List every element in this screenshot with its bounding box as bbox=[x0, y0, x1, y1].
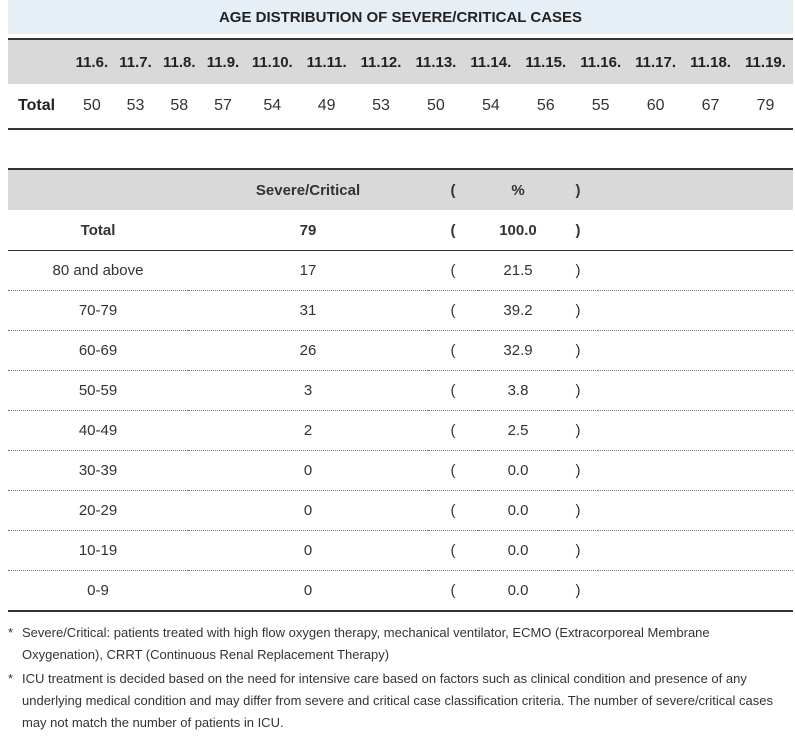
close-paren: ) bbox=[558, 251, 598, 291]
age-percent: 39.2 bbox=[478, 291, 558, 331]
close-paren: ) bbox=[558, 451, 598, 491]
age-count: 2 bbox=[188, 411, 428, 451]
date-header-row bbox=[8, 39, 793, 84]
open-paren: ( bbox=[428, 411, 478, 451]
close-paren: ) bbox=[558, 491, 598, 531]
close-paren: ) bbox=[558, 291, 598, 331]
date-header: 11.6. bbox=[70, 39, 114, 84]
date-header: 11.19. bbox=[738, 39, 793, 84]
footnote bbox=[8, 668, 793, 734]
total-count: 79 bbox=[188, 210, 428, 251]
age-group: 10-19 bbox=[8, 531, 188, 571]
age-row bbox=[8, 531, 793, 571]
age-count: 0 bbox=[188, 451, 428, 491]
age-group: 30-39 bbox=[8, 451, 188, 491]
close-paren: ) bbox=[558, 531, 598, 571]
age-row bbox=[8, 491, 793, 531]
total-percent: 100.0 bbox=[478, 210, 558, 251]
corner-cell bbox=[8, 39, 70, 84]
age-distribution-table bbox=[8, 168, 793, 612]
daily-value: 55 bbox=[591, 97, 610, 114]
close-paren-header: ) bbox=[558, 169, 598, 210]
age-group: 40-49 bbox=[8, 411, 188, 451]
open-paren-header: ( bbox=[428, 169, 478, 210]
daily-value: 57 bbox=[214, 97, 232, 114]
open-paren: ( bbox=[428, 371, 478, 411]
daily-value: 79 bbox=[756, 97, 775, 114]
open-paren: ( bbox=[428, 491, 478, 531]
age-total-row bbox=[8, 210, 793, 251]
daily-value: 60 bbox=[646, 97, 665, 114]
age-group: 80 and above bbox=[8, 251, 188, 291]
date-header: 11.16. bbox=[573, 39, 628, 84]
daily-value: 54 bbox=[481, 97, 500, 114]
percent-header: % bbox=[478, 169, 558, 210]
footnote-marker: * bbox=[8, 671, 14, 686]
date-header: 11.13. bbox=[408, 39, 463, 84]
open-paren: ( bbox=[428, 251, 478, 291]
age-group: 50-59 bbox=[8, 371, 188, 411]
daily-value: 50 bbox=[427, 97, 445, 114]
age-row bbox=[8, 331, 793, 371]
age-row bbox=[8, 571, 793, 612]
open-paren: ( bbox=[428, 331, 478, 371]
footnotes bbox=[8, 622, 793, 736]
age-group: 0-9 bbox=[87, 582, 109, 599]
open-paren: ( bbox=[428, 451, 478, 491]
severe-critical-header: Severe/Critical bbox=[188, 169, 428, 210]
close-paren: ) bbox=[558, 371, 598, 411]
daily-value: 53 bbox=[372, 97, 390, 114]
date-header: 11.7. bbox=[114, 39, 158, 84]
age-row bbox=[8, 371, 793, 411]
open-paren: ( bbox=[428, 291, 478, 331]
open-paren: ( bbox=[450, 582, 456, 599]
age-header-blank bbox=[8, 169, 188, 210]
footnote-text: ICU treatment is decided based on the need for intensive care based on factors such as clinical condition and presence of any underlying medical condition and may differ from severe and critical case classification criteria. The number of severe/critical cases may not match the number of patients in ICU. bbox=[22, 671, 773, 730]
date-header: 11.10. bbox=[245, 39, 300, 84]
close-paren: ) bbox=[575, 582, 581, 599]
age-group: 20-29 bbox=[8, 491, 188, 531]
footnote bbox=[8, 622, 793, 666]
daily-total-row bbox=[8, 84, 793, 129]
open-paren: ( bbox=[428, 531, 478, 571]
daily-value: 54 bbox=[263, 97, 282, 114]
age-row bbox=[8, 451, 793, 491]
age-row bbox=[8, 411, 793, 451]
open-paren: ( bbox=[428, 210, 478, 251]
daily-value: 58 bbox=[170, 97, 189, 114]
row-label: Total bbox=[18, 97, 56, 114]
date-header: 11.17. bbox=[628, 39, 683, 84]
age-percent: 0.0 bbox=[478, 491, 558, 531]
age-percent: 0.0 bbox=[507, 582, 529, 599]
daily-value: 67 bbox=[701, 97, 720, 114]
daily-value: 56 bbox=[536, 97, 555, 114]
age-count: 0 bbox=[188, 491, 428, 531]
age-count: 31 bbox=[188, 291, 428, 331]
daily-value: 53 bbox=[126, 97, 145, 114]
date-header: 11.15. bbox=[518, 39, 573, 84]
daily-value: 49 bbox=[317, 97, 336, 114]
close-paren: ) bbox=[558, 210, 598, 251]
age-percent: 21.5 bbox=[478, 251, 558, 291]
age-count: 26 bbox=[188, 331, 428, 371]
date-header: 11.18. bbox=[683, 39, 738, 84]
daily-total-table bbox=[8, 38, 793, 130]
date-header: 11.8. bbox=[157, 39, 201, 84]
age-table-header-row bbox=[8, 169, 793, 210]
close-paren: ) bbox=[558, 411, 598, 451]
footnote-text: Severe/Critical: patients treated with high flow oxygen therapy, mechanical ventilator, ECMO (Extracorporeal Membrane Oxygenation), CRRT (Continuous Renal Replacement Therapy) bbox=[22, 625, 710, 662]
total-label: Total bbox=[8, 210, 188, 251]
age-row bbox=[8, 251, 793, 291]
age-row bbox=[8, 291, 793, 331]
age-count: 3 bbox=[188, 371, 428, 411]
age-group: 60-69 bbox=[8, 331, 188, 371]
age-group: 70-79 bbox=[8, 291, 188, 331]
footnote-marker: * bbox=[8, 625, 14, 640]
age-percent: 3.8 bbox=[478, 371, 558, 411]
date-header: 11.12. bbox=[354, 39, 409, 84]
age-count: 17 bbox=[188, 251, 428, 291]
age-percent: 2.5 bbox=[478, 411, 558, 451]
age-percent: 0.0 bbox=[478, 451, 558, 491]
age-percent: 32.9 bbox=[478, 331, 558, 371]
table-title: AGE DISTRIBUTION OF SEVERE/CRITICAL CASES bbox=[8, 0, 793, 34]
age-count: 0 bbox=[188, 531, 428, 571]
date-header: 11.14. bbox=[463, 39, 518, 84]
close-paren: ) bbox=[558, 331, 598, 371]
age-count: 0 bbox=[303, 582, 313, 599]
date-header: 11.11. bbox=[300, 39, 354, 84]
daily-value: 50 bbox=[82, 97, 101, 114]
date-header: 11.9. bbox=[201, 39, 245, 84]
header-filler bbox=[598, 169, 793, 210]
age-percent: 0.0 bbox=[478, 531, 558, 571]
